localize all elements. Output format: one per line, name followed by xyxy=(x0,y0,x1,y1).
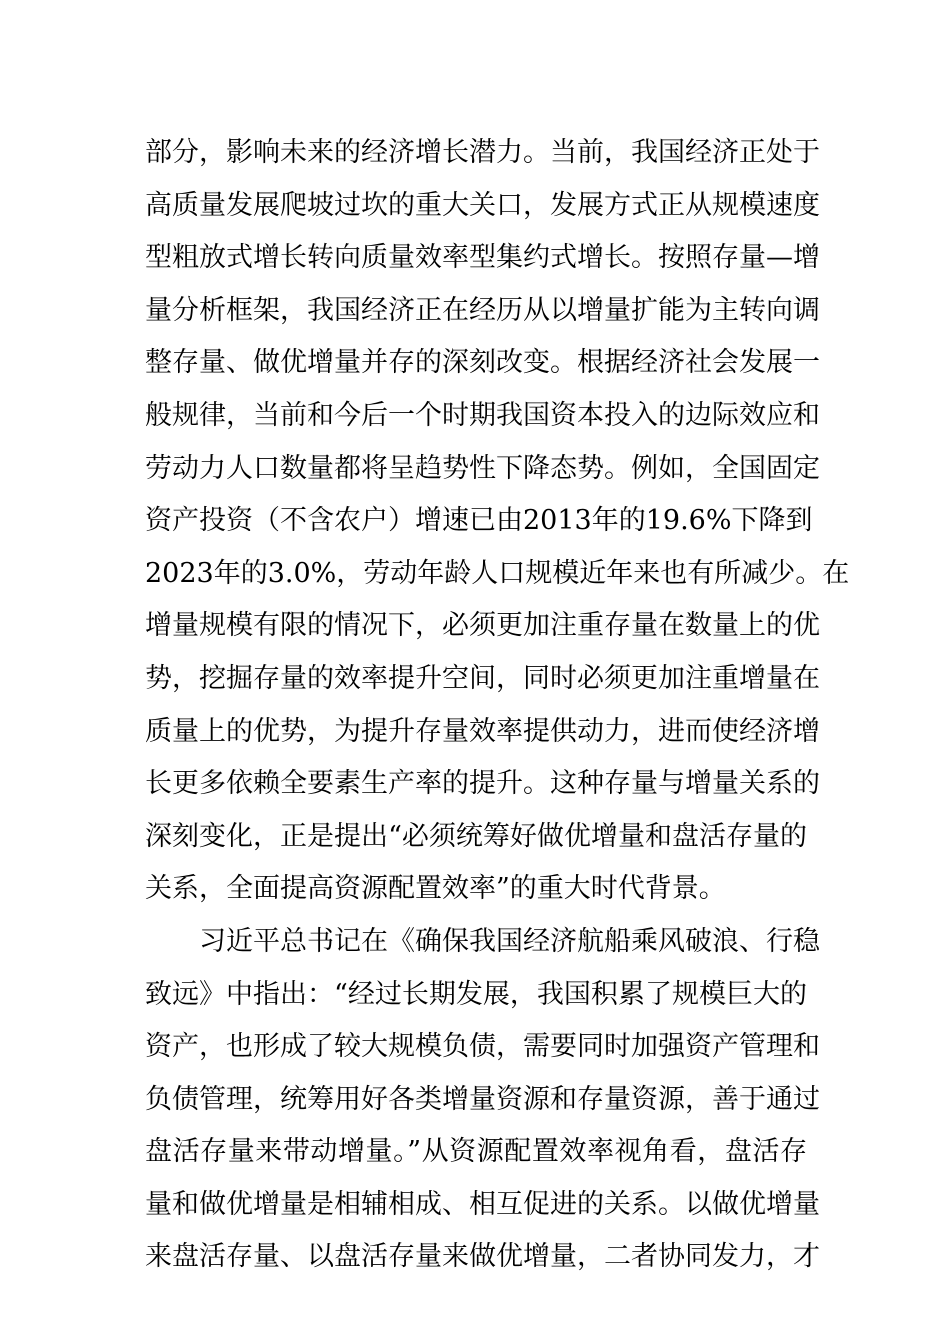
text-line: 劳动力人口数量都将呈趋势性下降态势。例如，全国固定 xyxy=(145,452,820,484)
text-line: 盘活存量来带动增量。”从资源配置效率视角看，盘活存 xyxy=(145,1136,807,1168)
text-line: 整存量、做优增量并存的深刻改变。根据经济社会发展一 xyxy=(145,347,820,379)
text-line: 增量规模有限的情况下，必须更加注重存量在数量上的优 xyxy=(145,610,820,642)
text-line: 量和做优增量是相辅相成、相互促进的关系。以做优增量 xyxy=(145,1188,820,1220)
text-line: 来盘活存量、以盘活存量来做优增量，二者协同发力，才 xyxy=(145,1241,820,1273)
text-line: 高质量发展爬坡过坎的重大关口，发展方式正从规模速度 xyxy=(145,189,820,221)
paragraph-1 xyxy=(145,127,850,916)
text-line: 长更多依赖全要素生产率的提升。这种存量与增量关系的 xyxy=(145,768,820,800)
text-line: 部分，影响未来的经济增长潜力。当前，我国经济正处于 xyxy=(145,137,820,168)
text-line: 量分析框架，我国经济正在经历从以增量扩能为主转向调 xyxy=(145,294,820,326)
text-line: 致远》中指出：“经过长期发展，我国积累了规模巨大的 xyxy=(145,978,807,1010)
text-line: 资产，也形成了较大规模负债，需要同时加强资产管理和 xyxy=(145,1031,820,1063)
text-line: 关系，全面提高资源配置效率”的重大时代背景。 xyxy=(145,873,726,905)
text-line: 般规律，当前和今后一个时期我国资本投入的边际效应和 xyxy=(145,399,820,431)
body-text xyxy=(145,127,850,1284)
text-line: 2023年的3.0%，劳动年龄人口规模近年来也有所减少。在 xyxy=(145,557,850,589)
text-line: 资产投资（不含农户）增速已由2013年的19.6%下降到 xyxy=(145,505,813,537)
text-line: 型粗放式增长转向质量效率型集约式增长。按照存量—增 xyxy=(145,242,820,274)
text-line: 势，挖掘存量的效率提升空间，同时必须更加注重增量在 xyxy=(145,662,820,694)
text-line: 深刻变化，正是提出“必须统筹好做优增量和盘活存量的 xyxy=(145,820,807,852)
text-line: 习近平总书记在《确保我国经济航船乘风破浪、行稳 xyxy=(199,925,820,957)
text-line: 负债管理，统筹用好各类增量资源和存量资源，善于通过 xyxy=(145,1083,820,1115)
paragraph-2 xyxy=(145,916,820,1284)
text-line: 质量上的优势，为提升存量效率提供动力，进而使经济增 xyxy=(145,715,820,747)
